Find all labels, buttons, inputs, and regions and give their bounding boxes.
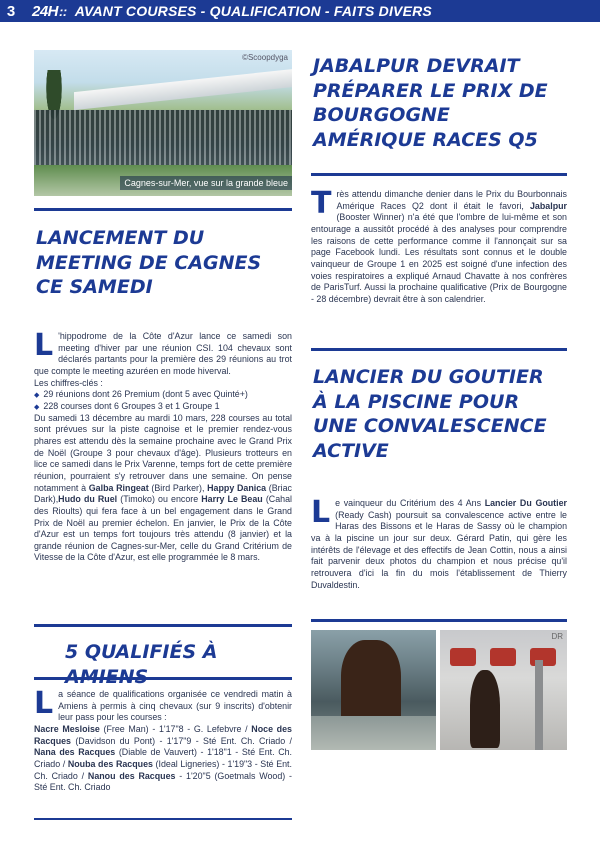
dropcap: L — [34, 328, 54, 363]
text: (Bird Parker), — [148, 482, 208, 493]
heat-lamp — [530, 648, 556, 666]
horse-name: Nacre Mesloise — [34, 723, 100, 734]
article-jabalpur-body — [311, 186, 567, 306]
paragraph — [311, 186, 567, 306]
crowd — [34, 110, 292, 165]
horse-solarium-photo — [440, 630, 567, 750]
text: (Free Man) - 1'17"8 - G. Lefebvre / — [99, 723, 252, 734]
divider — [311, 173, 567, 176]
divider — [34, 624, 292, 627]
horse-name: Noce des Racques — [34, 723, 292, 746]
dropcap: L — [311, 495, 331, 530]
paragraph — [34, 328, 292, 378]
headline-jabalpur: JABALPUR DEVRAIT PRÉPARER LE PRIX DE BOURGOGNE AMÉRIQUE RACES Q5 — [313, 55, 548, 152]
divider — [311, 619, 567, 622]
headline-lancier: LANCIER DU GOUTIER À LA PISCINE POUR UNE CONVALESCENCE ACTIVE — [313, 366, 547, 463]
headline-amiens: 5 QUALIFIÉS À — [65, 641, 218, 663]
horse-name: Harry Le Beau — [201, 494, 263, 505]
divider — [34, 677, 292, 680]
text: (Ideal Ligneries) - 1'19"3 - Sté Ent. Ch. Criado / — [34, 758, 292, 781]
brand-logo — [32, 3, 67, 20]
heat-lamp — [490, 648, 516, 666]
divider — [34, 818, 292, 820]
horse-name: Nouba des Racques — [67, 758, 153, 769]
divider — [34, 208, 292, 211]
paragraph — [34, 413, 292, 565]
figures-label: Les chiffres-clés : — [34, 377, 103, 388]
text: Du samedi 13 décembre au mardi 10 mars, 228 courses au total sont prévues sur la piste cagnoise et le premier rendez-vous phares est attendu dès la semaine prochaine avec le Grand Prix de Noël (Groupe 3 pour chevaux d'âge). Plusieurs trotteurs en lice ce samedi dans le Prix Varenne, temps fort de cette première réunion, pourraient s'y retrouver dans une semaine. On pense notamment à — [34, 412, 292, 493]
photo-credit: ©Scoopdyga — [242, 53, 288, 62]
headline-cagnes: LANCEMENT DU MEETING DE CAGNES CE SAMEDI — [36, 227, 262, 299]
photo-caption: Cagnes-sur-Mer, vue sur la grande bleue — [120, 176, 292, 190]
text: (Briac Dark), — [34, 482, 292, 505]
dropcap: L — [34, 686, 54, 721]
text: (Diable de Vauvert) - 1'18"1 - Sté Ent. Ch. Criado / — [34, 747, 293, 769]
horse-name: Jabalpur — [530, 200, 567, 211]
horse-name: Nana des Racques — [34, 747, 116, 758]
article-lancier-body — [311, 495, 567, 591]
page-header — [0, 0, 600, 22]
bullet-item: ◆ 29 réunions dont 26 Premium (dont 5 avec Quinté+) — [34, 389, 292, 401]
photo-credit: DR — [551, 632, 563, 641]
heat-lamp — [450, 648, 476, 666]
pool-water — [311, 716, 436, 750]
text: (Davidson du Pont) - 1'17"9 - Sté Ent. Ch. Criado / — [71, 735, 292, 746]
article-cagnes-body — [34, 328, 292, 564]
text: rès attendu dimanche denier dans le Prix du Bourbonnais Amérique Races Q2 dont il était le favori, — [336, 189, 567, 211]
text: (Booster Winner) n'a été que l'ombre de lui-même et son entourage a aussitôt procédé à des analyses pour comprendre les raisons de cette performance comme il l'annonçait sur sa page Facebook lundi. Les résultats sont connus et le double vainqueur de Groupe 1 en 2025 est soigné d'une infection des voies respiratoires a expliqué Arnaud Chavatte à nos confrères de ParisTurf. Aussi la prochaine qualificative (Prix de Bourgogne - 28 décembre) devrait être à son calendrier. — [311, 212, 567, 304]
text: - 1'20"5 (Goetmals Wood) - Sté Ent. Ch. Criado — [34, 770, 292, 793]
horse-pool-photo — [311, 630, 436, 750]
grandstand-roof — [74, 68, 292, 110]
bullet-item: ◆ 228 courses dont 6 Groupes 3 et 1 Groupe 1 — [34, 401, 292, 413]
dropcap: T — [311, 186, 332, 221]
logo-text: 24H — [32, 2, 59, 20]
text: (Cahal des Rioults) qui fera face à un bel engagement dans le Grand Prix de Noël au premier échelon. En janvier, le Prix de la Côte d'Azur est un temps fort toujours très attendu (8 janvier) et la grande réunion de Cagnes-sur-Mer, celle du Grand Critérium de Vitesse de la Côte d'Azur, est elle programmée le 8 mars. — [34, 494, 292, 563]
article-amiens-body — [34, 686, 293, 794]
logo-mark: :: — [59, 3, 67, 19]
divider — [311, 348, 567, 351]
page-number: 3 — [6, 2, 16, 20]
hippodrome-photo — [34, 50, 292, 196]
stall-post — [535, 660, 543, 750]
horse-name: Galba Ringeat — [88, 482, 149, 493]
horse-name: Nanou des Racques — [87, 770, 176, 781]
text: (Timoko) ou encore — [117, 494, 202, 505]
text: a séance de qualifications organisée ce vendredi matin à Amiens à permis à cinq chevaux (sur 9 inscrits) d'obtenir leur pass pour les courses : — [58, 689, 292, 723]
text: e vainqueur du Critérium des 4 Ans — [335, 498, 485, 508]
text: (Ready Cash) poursuit sa convalescence active entre le Haras des Bissons et le Haras de Sassy où le champion va à la piscine un jour sur deux. Gérard Patin, qui gère les intérêts de l'élevage et des effectifs de Jean Cottin, nous a ainsi fait parvenir deux photos du champion et nous précise qu'il retrouvera d'ici la fin du mois l'établissement de Thierry Duvaldestin. — [311, 509, 567, 590]
section-title: AVANT COURSES - QUALIFICATION - FAITS DIVERS — [74, 3, 432, 19]
horse-name: Lancier Du Goutier — [484, 498, 567, 508]
paragraph — [34, 686, 292, 724]
horse-name: Hudo du Ruel — [58, 494, 118, 505]
intro-text: 'hippodrome de la Côte d'Azur lance ce samedi son meeting d'hiver par une réunion CSI. 104 chevaux sont déclarés partants pour la première des 29 réunions au trot que compte le meeting azuréen en mode hiverval. — [34, 331, 292, 376]
horse-silhouette — [470, 670, 500, 748]
paragraph — [311, 495, 567, 591]
qualified-list — [34, 724, 292, 794]
horse-name: Happy Danica — [207, 482, 267, 493]
